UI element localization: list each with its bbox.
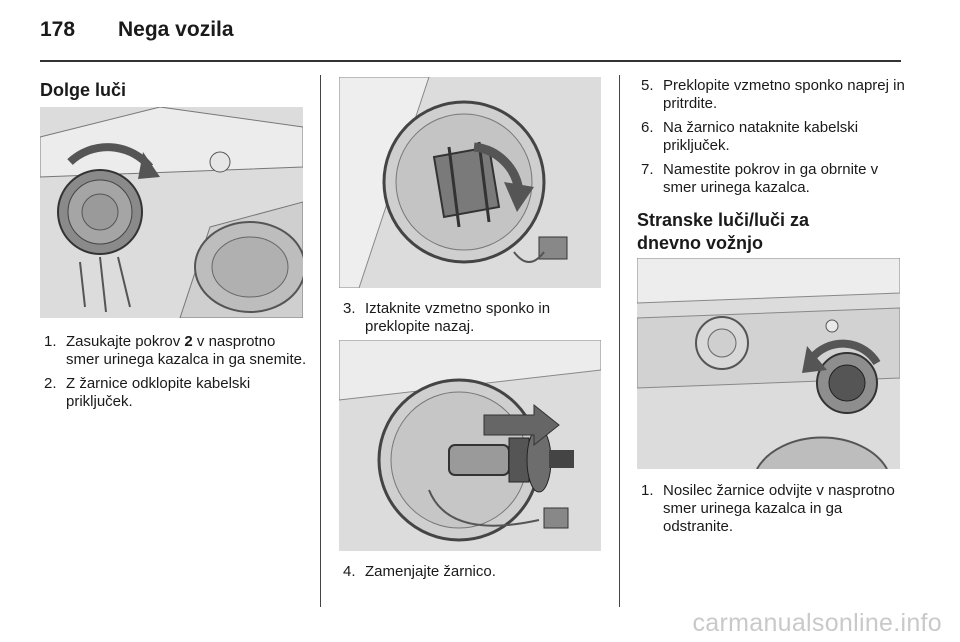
step-text: Na žarnico nataknite kabelski priključek. <box>663 119 859 154</box>
figure-bulb-replacement <box>339 340 601 551</box>
section-heading-side-lights: Stranske luči/luči za dnevno vožnjo <box>637 210 810 253</box>
list-item <box>637 119 905 155</box>
steps-high-beam-continued <box>637 77 905 203</box>
step-number: 5. <box>641 77 654 94</box>
list-item <box>40 333 310 369</box>
chapter-title: Nega vozila <box>118 18 234 41</box>
step-text: Z žarnice odklopite kabelski priključek. <box>66 375 251 410</box>
column-divider <box>320 75 321 607</box>
steps-side-lights <box>637 482 905 542</box>
step-number: 6. <box>641 119 654 136</box>
step-text: Namestite pokrov in ga obrnite v smer urinega kazalca. <box>663 161 879 196</box>
step-bold-ref: 2 <box>184 333 193 350</box>
steps-high-beam <box>40 333 310 417</box>
figure-high-beam-cover <box>40 107 303 318</box>
section-heading-high-beam: Dolge luči <box>40 80 127 100</box>
list-item <box>339 300 609 336</box>
step-text-post: v nasprotno smer urinega kazalca in ga snemite. <box>66 333 307 368</box>
step-number: 1. <box>641 482 654 499</box>
column-divider <box>619 75 620 607</box>
watermark: carmanualsonline.info <box>692 609 942 637</box>
figure-spring-clip <box>339 77 601 288</box>
steps-clip <box>339 300 609 342</box>
list-item <box>637 482 905 536</box>
list-item <box>40 375 310 411</box>
step-number: 7. <box>641 161 654 178</box>
list-item <box>339 563 609 581</box>
step-number: 3. <box>343 300 356 317</box>
step-text: Iztaknite vzmetno sponko in preklopite nazaj. <box>365 300 551 335</box>
page-number: 178 <box>40 18 76 41</box>
step-number: 1. <box>44 333 57 350</box>
step-text-pre: Zasukajte pokrov <box>66 333 185 350</box>
list-item <box>637 161 905 197</box>
step-text: Zamenjajte žarnico. <box>365 563 496 580</box>
steps-replace <box>339 563 609 587</box>
list-item <box>637 77 905 113</box>
page-header <box>40 18 234 48</box>
step-number: 2. <box>44 375 57 392</box>
step-text: Nosilec žarnice odvijte v nasprotno smer urinega kazalca in ga odstranite. <box>663 482 895 535</box>
figure-side-light-holder <box>637 258 900 469</box>
header-rule <box>40 60 901 62</box>
step-text: Preklopite vzmetno sponko naprej in pritrdite. <box>663 77 905 112</box>
step-number: 4. <box>343 563 356 580</box>
